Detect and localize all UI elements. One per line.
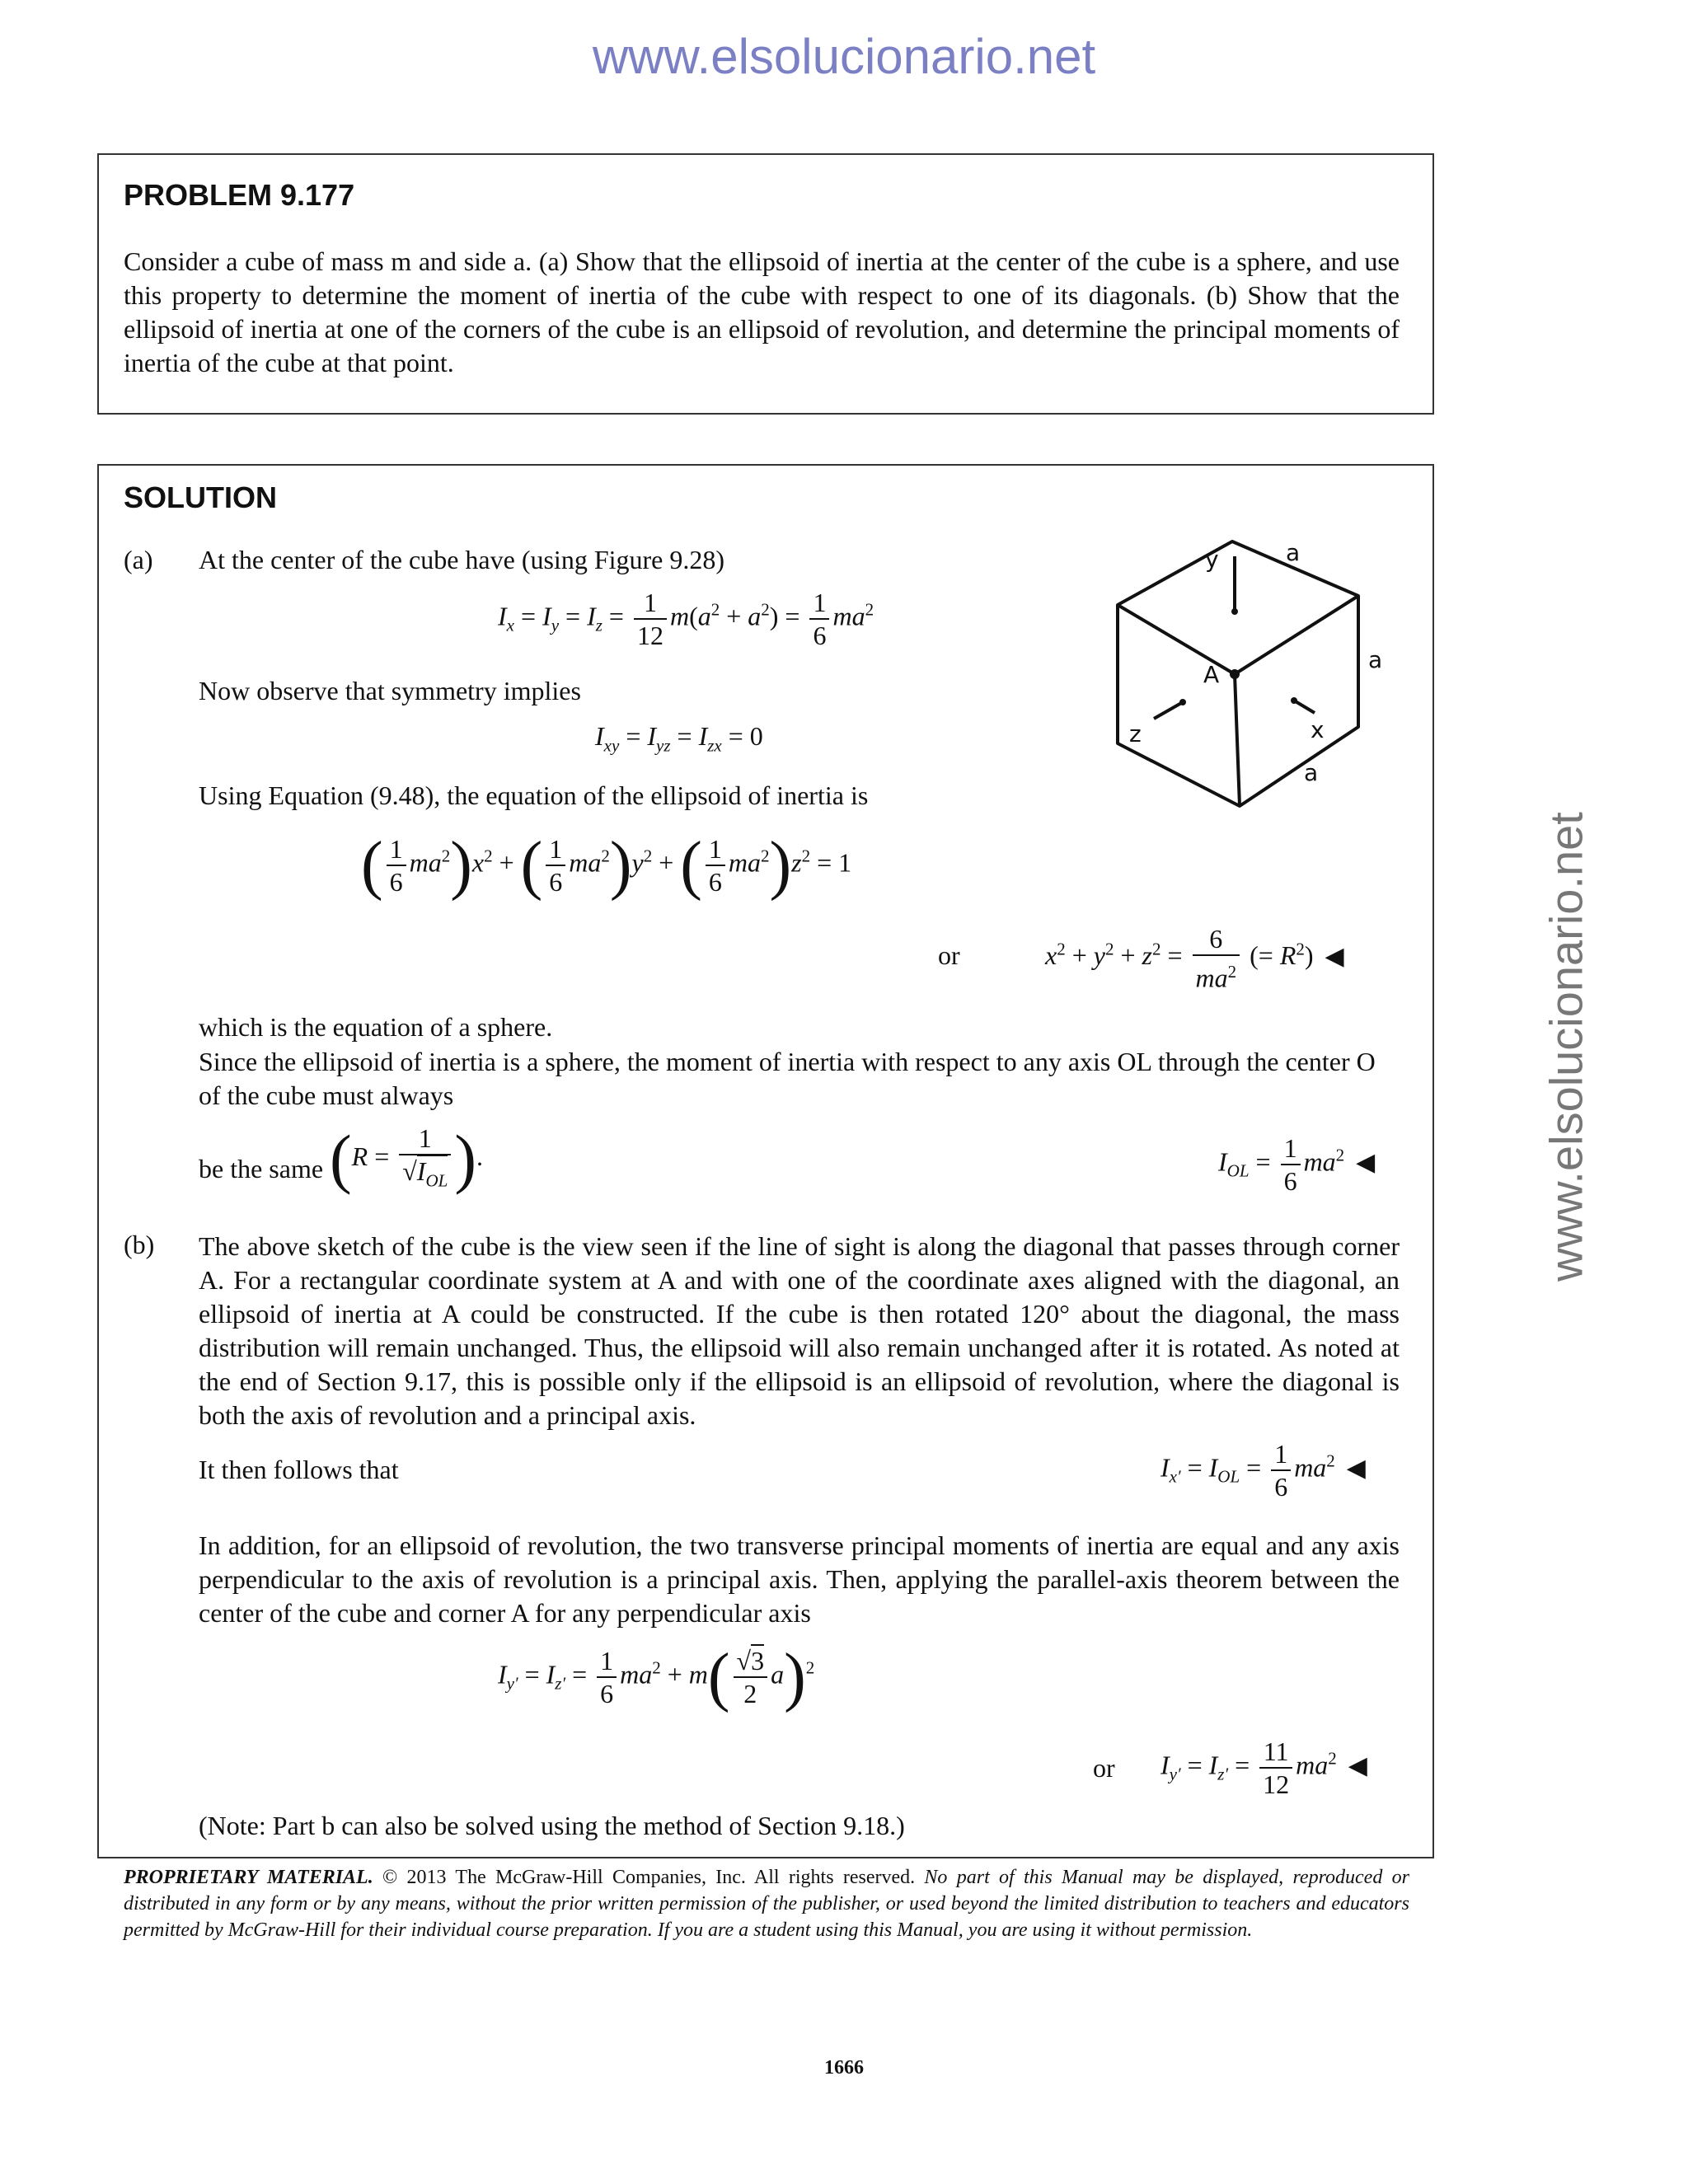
footer-copyright bbox=[124, 1864, 1409, 1943]
corner-A-point bbox=[1230, 669, 1240, 679]
text-a2: Now observe that symmetry implies bbox=[199, 676, 581, 705]
equation-radius: (R = $\frac{1}{√I_{OL}}$ ). bbox=[330, 1122, 483, 1196]
part-b-label: (b) bbox=[124, 1230, 155, 1259]
cube-edge-right-to-A bbox=[1235, 596, 1358, 674]
text-a3: Using Equation (9.48), the equation of the ellipsoid of inertia is bbox=[199, 780, 869, 810]
z-axis-point bbox=[1179, 699, 1186, 705]
label-x: x bbox=[1311, 716, 1325, 743]
part-a-label: (a) bbox=[124, 545, 153, 574]
z-axis-line bbox=[1154, 702, 1183, 719]
footer-normal: © 2013 The McGraw-Hill Companies, Inc. All rights reserved. bbox=[373, 1867, 925, 1888]
text-or-2: or bbox=[1093, 1753, 1115, 1783]
cube-figure bbox=[1088, 527, 1434, 824]
equation-ellipsoid: ( $\frac{1}{6}$ $ma^2)x^2$ + ( $\frac{1}{6}$ $ma^2)y^2$ + ( $\frac{1}{6}$ $ma^2)z^2 = 1$ bbox=[361, 829, 852, 902]
label-A: A bbox=[1203, 661, 1220, 688]
equation-center-moments: $I_x = I_y = I_z$ = $\frac{1}{12}$ $m(a^2 + a^2)$ = $\frac{1}{6}$ $ma^2$ bbox=[498, 588, 874, 650]
equation-parallel-axis: $I_{y'} = I_{z'}$ = $\frac{1}{6}$ $ma^2 + m$( $\frac{√3}{2}$ a)$^2$ bbox=[498, 1641, 815, 1713]
footer-bold: PROPRIETARY MATERIAL. bbox=[124, 1867, 373, 1888]
footer-italic: No part of this Manual may be displayed, reproduced or distributed in any form or by any means, without the prior written permission of the publisher, or used beyond the limited distribution to teachers and educators permitted by McGraw-Hill for their individual course preparation. If you are a student using this Manual, you are using it without permission. bbox=[124, 1867, 1409, 1941]
text-b3: In addition, for an ellipsoid of revolution, the two transverse principal moments of inertia are equal and any axis perpendicular to the axis of revolution is a principal axis. Then, applying the parallel-axis theorem between the center of the cube and corner A for any perpendicular axis bbox=[199, 1530, 1400, 1628]
text-a6: be the same bbox=[199, 1154, 324, 1183]
equation-iol: $I_{OL}$ = $\frac{1}{6}$ $ma^2$ ◀ bbox=[1218, 1133, 1376, 1196]
watermark-top: www.elsolucionario.net bbox=[592, 29, 1096, 84]
cube-edge-bottom-to-A bbox=[1235, 674, 1240, 806]
equation-products-zero: $I_{xy} = I_{yz} = I_{zx} = 0$ bbox=[595, 721, 763, 756]
problem-statement: Consider a cube of mass m and side a. (a) Show that the ellipsoid of inertia at the center of the cube is a sphere, and use this property to determine the moment of inertia of the cube with respect to one of its diagonals. (b) Show that the ellipsoid of inertia at one of the corners of the cube is an ellipsoid of revolution, and determine the principal moments of inertia of the cube at that point. bbox=[124, 246, 1400, 377]
x-axis-line bbox=[1294, 701, 1315, 713]
text-b1: The above sketch of the cube is the view seen if the line of sight is along the diagonal that passes through corner A. For a rectangular coordinate system at A and with one of the coordinate axes aligned with the diagonal, an ellipsoid of inertia at A could be constructed. If the cube is then rotated 120° about the diagonal, the mass distribution will remain unchanged. Thus, the ellipsoid will also remain unchanged after it is rotated. As noted at the end of Section 9.17, this is possible only if the ellipsoid is an ellipsoid of revolution, where the diagonal is both the axis of revolution and a principal axis. bbox=[199, 1231, 1400, 1430]
page-number: 1666 bbox=[824, 2057, 864, 2079]
text-b2: It then follows that bbox=[199, 1455, 399, 1484]
text-a5: Since the ellipsoid of inertia is a sphere, the moment of inertia with respect to any axis OL through the center O of the cube must always bbox=[199, 1047, 1376, 1110]
solution-title: SOLUTION bbox=[124, 480, 277, 514]
text-a1: At the center of the cube have (using Figure 9.28) bbox=[199, 545, 725, 574]
text-a4: which is the equation of a sphere. bbox=[199, 1012, 553, 1042]
label-a-top: a bbox=[1286, 539, 1301, 566]
x-axis-point bbox=[1291, 697, 1297, 704]
label-a-bottom: a bbox=[1304, 759, 1319, 786]
problem-title: PROBLEM 9.177 bbox=[124, 178, 355, 212]
label-y: y bbox=[1205, 546, 1219, 573]
equation-sphere: $x^2 + y^2 + z^2$ = $\frac{6}{ma^2}$ (= $R^2$) ◀ bbox=[1045, 924, 1344, 993]
label-a-right: a bbox=[1368, 646, 1383, 673]
equation-ix-prime: $I_{x'} = I_{OL}$ = $\frac{1}{6}$ $ma^2$ ◀ bbox=[1160, 1439, 1366, 1502]
equation-iy-iz-result: $I_{y'} = I_{z'}$ = $\frac{11}{12}$ $ma^2$ ◀ bbox=[1160, 1736, 1367, 1799]
y-axis-point bbox=[1231, 608, 1238, 615]
text-or-1: or bbox=[938, 940, 960, 970]
label-z: z bbox=[1129, 720, 1142, 748]
text-note: (Note: Part b can also be solved using the method of Section 9.18.) bbox=[199, 1811, 905, 1840]
watermark-side: www.elsolucionario.net bbox=[1540, 812, 1592, 1282]
